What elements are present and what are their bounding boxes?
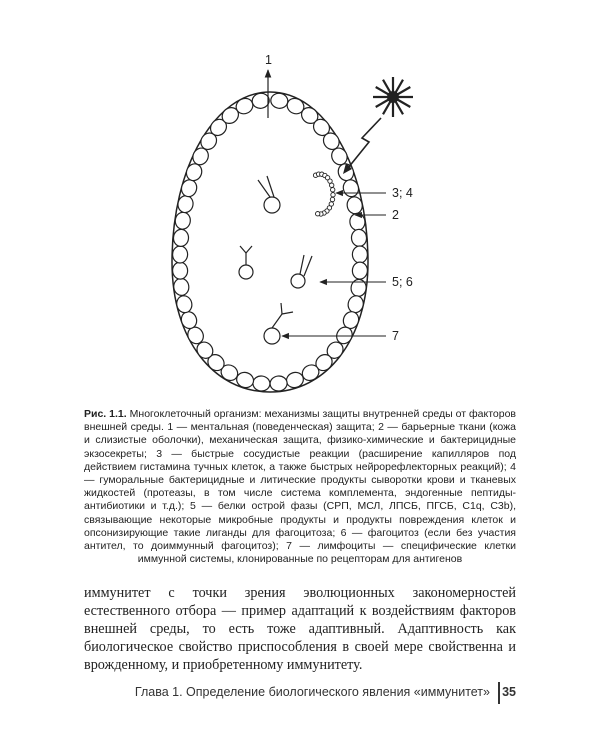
page-footer <box>84 682 516 704</box>
barrier-cell <box>180 178 199 199</box>
barrier-cell <box>172 262 188 280</box>
footer-divider <box>498 682 500 704</box>
figure-caption-label: Рис. 1.1. <box>84 408 127 420</box>
barrier-cell <box>173 277 190 296</box>
barrier-cell <box>341 178 360 199</box>
body-paragraph: иммунитет с точки зрения эволюционных закономерностей естественного отбора — пример адаптаций к воздействиям факторов внешней среды, то есть тоже адаптивный. Адаптивность как биологическое свойство приспособления в своей мере свойственна и врожденному, и приобретенному иммунитету. <box>84 585 516 673</box>
lymphocyte-cell <box>264 303 293 344</box>
barrier-cell <box>352 246 367 263</box>
barrier-cell <box>269 375 287 392</box>
label-3-4: 3; 4 <box>392 186 413 200</box>
lightning-bolt-icon <box>348 118 381 168</box>
phagocyte-cell-upper <box>258 176 280 213</box>
barrier-cell <box>352 262 368 280</box>
granule <box>330 197 334 201</box>
granule <box>331 188 335 192</box>
granule <box>331 193 335 197</box>
receptor-cell-left <box>239 246 253 279</box>
label-2: 2 <box>392 208 399 222</box>
phagocyte-cell-right <box>291 255 312 288</box>
page-number: 35 <box>502 685 516 699</box>
barrier-tissue-cells <box>172 92 368 392</box>
label-7: 7 <box>392 329 399 343</box>
barrier-cell <box>172 246 187 263</box>
pathogen-star-icon <box>373 77 413 117</box>
granule <box>330 183 334 187</box>
barrier-cell <box>173 229 189 247</box>
figure-caption-text: Многоклеточный организм: механизмы защиты внутренней среды от факторов внешней среды. 1 — ментальная (поведенческая) защита; 2 — барьерные ткани (кожа и слизистые оболочки), механическая защита, физико-химические и бактерицидные экзосекреты; 3 — быстрые сосудистые реакции (расширение капилляров под действием гистамина тучных клеток, а также быстрых нейрорефлекторных реакций); 4 — гуморальные бактерицидные и литические продукты сыворотки крови и тканевых жидкостей (протеазы, в том числе система комплемента, эндогенные пептиды-антибиотики и т.д.); 5 — белки острой фазы (СРП, МСЛ, ЛПСБ, ПГСБ, C1q, C3b), связывающие некоторые микробные продукты и продукты повреждения клеток и опсонизирующие такие лиганды для фагоцитоза; 6 — фагоцитоз (если без участия антител, то доиммунный фагоцитоз); 7 — лимфоциты — специфические клетки иммунной системы, клонированные по рецепторам для антигенов <box>84 408 517 566</box>
barrier-cell <box>174 211 191 230</box>
label-5-6: 5; 6 <box>392 275 413 289</box>
granule <box>316 212 320 216</box>
barrier-cell <box>252 375 270 392</box>
running-footer-title: Глава 1. Определение биологического явления «иммунитет» <box>134 685 490 699</box>
label-1: 1 <box>265 53 272 67</box>
barrier-cell <box>351 229 367 247</box>
figure-caption <box>84 408 516 566</box>
star-core <box>387 91 399 103</box>
mast-cell-granules <box>313 172 335 216</box>
barrier-cell <box>350 278 367 297</box>
